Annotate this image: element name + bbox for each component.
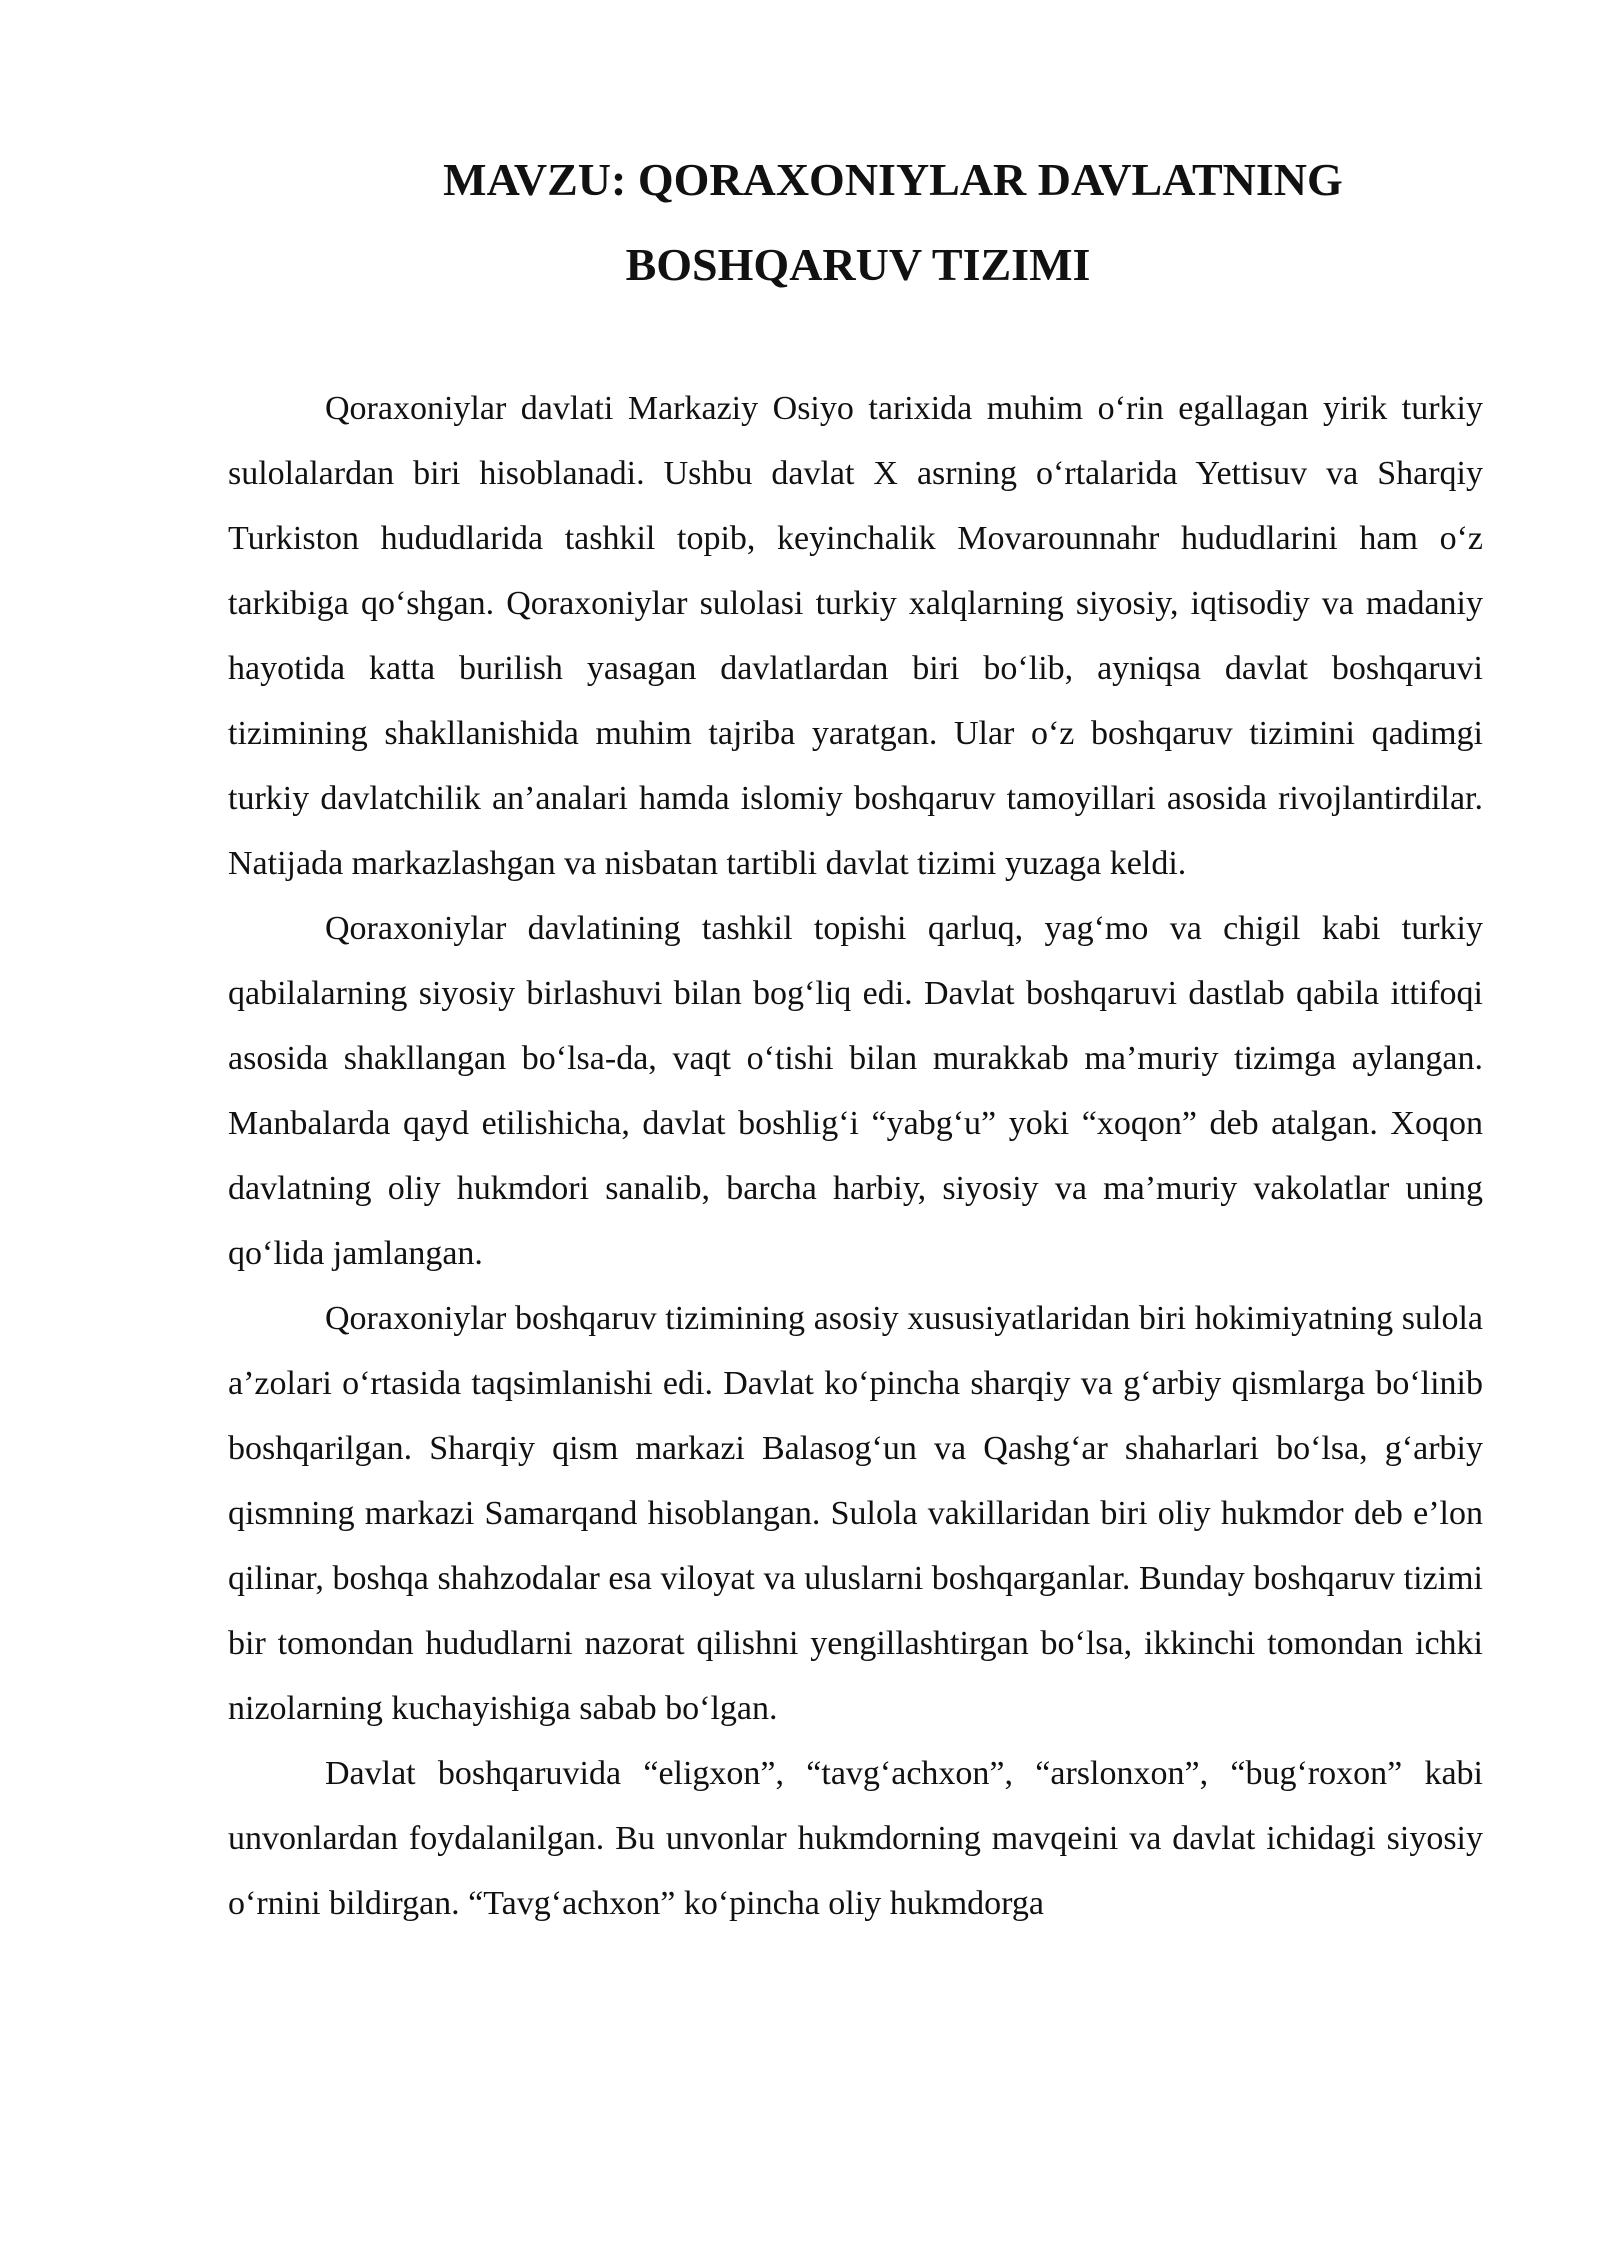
document-title-line-2: BOSHQARUV TIZIMI — [625, 239, 1091, 290]
paragraph-2: Qoraxoniylar davlatining tashkil topishi qarluq, yag‘mo va chigil kabi turkiy qabilalarning siyosiy birlashuvi bilan bog‘liq edi. Davlat boshqaruvi dastlab qabila ittifoqi asosida shakllangan bo‘lsa-da, vaqt o‘tishi bilan murakkab ma’muriy tizimga aylangan. Manbalarda qayd etilishicha, davlat boshlig‘i “yabg‘u” yoki “xoqon” deb atalgan. Xoqon davlatning oliy hukmdori sanalib, barcha harbiy, siyosiy va ma’muriy vakolatlar uning qo‘lida jamlangan. — [228, 910, 1483, 1272]
document-body — [228, 376, 1483, 1936]
paragraph-1: Qoraxoniylar davlati Markaziy Osiyo tarixida muhim o‘rin egallagan yirik turkiy sulolalardan biri hisoblanadi. Ushbu davlat X asrning o‘rtalarida Yettisuv va Sharqiy Turkiston hududlarida tashkil topib, keyinchalik Movarounnahr hududlarini ham o‘z tarkibiga qo‘shgan. Qoraxoniylar sulolasi turkiy xalqlarning siyosiy, iqtisodiy va madaniy hayotida katta burilish yasagan davlatlardan biri bo‘lib, ayniqsa davlat boshqaruvi tizimining shakllanishida muhim tajriba yaratgan. Ular o‘z boshqaruv tizimini qadimgi turkiy davlatchilik an’analari hamda islomiy boshqaruv tamoyillari asosida rivojlantirdilar. Natijada markazlashgan va nisbatan tartibli davlat tizimi yuzaga keldi. — [228, 390, 1483, 882]
paragraph-3: Qoraxoniylar boshqaruv tizimining asosiy xususiyatlaridan biri hokimiyatning sulola a’zolari o‘rtasida taqsimlanishi edi. Davlat ko‘pincha sharqiy va g‘arbiy qismlarga bo‘linib boshqarilgan. Sharqiy qism markazi Balasog‘un va Qashg‘ar shaharlari bo‘lsa, g‘arbiy qismning markazi Samarqand hisoblangan. Sulola vakillaridan biri oliy hukmdor deb e’lon qilinar, boshqa shahzodalar esa viloyat va uluslarni boshqarganlar. Bunday boshqaruv tizimi bir tomondan hududlarni nazorat qilishni yengillashtirgan bo‘lsa, ikkinchi tomondan ichki nizolarning kuchayishiga sabab bo‘lgan. — [228, 1300, 1483, 1727]
document-title-line-1: MAVZU: QORAXONIYLAR DAVLATNING — [443, 154, 1343, 205]
paragraph-4: Davlat boshqaruvida “eligxon”, “tavg‘achxon”, “arslonxon”, “bug‘roxon” kabi unvonlardan foydalanilgan. Bu unvonlar hukmdorning mavqeini va davlat ichidagi siyosiy o‘rnini bildirgan. “Tavg‘achxon” ko‘pincha oliy hukmdorga — [228, 1755, 1483, 1922]
